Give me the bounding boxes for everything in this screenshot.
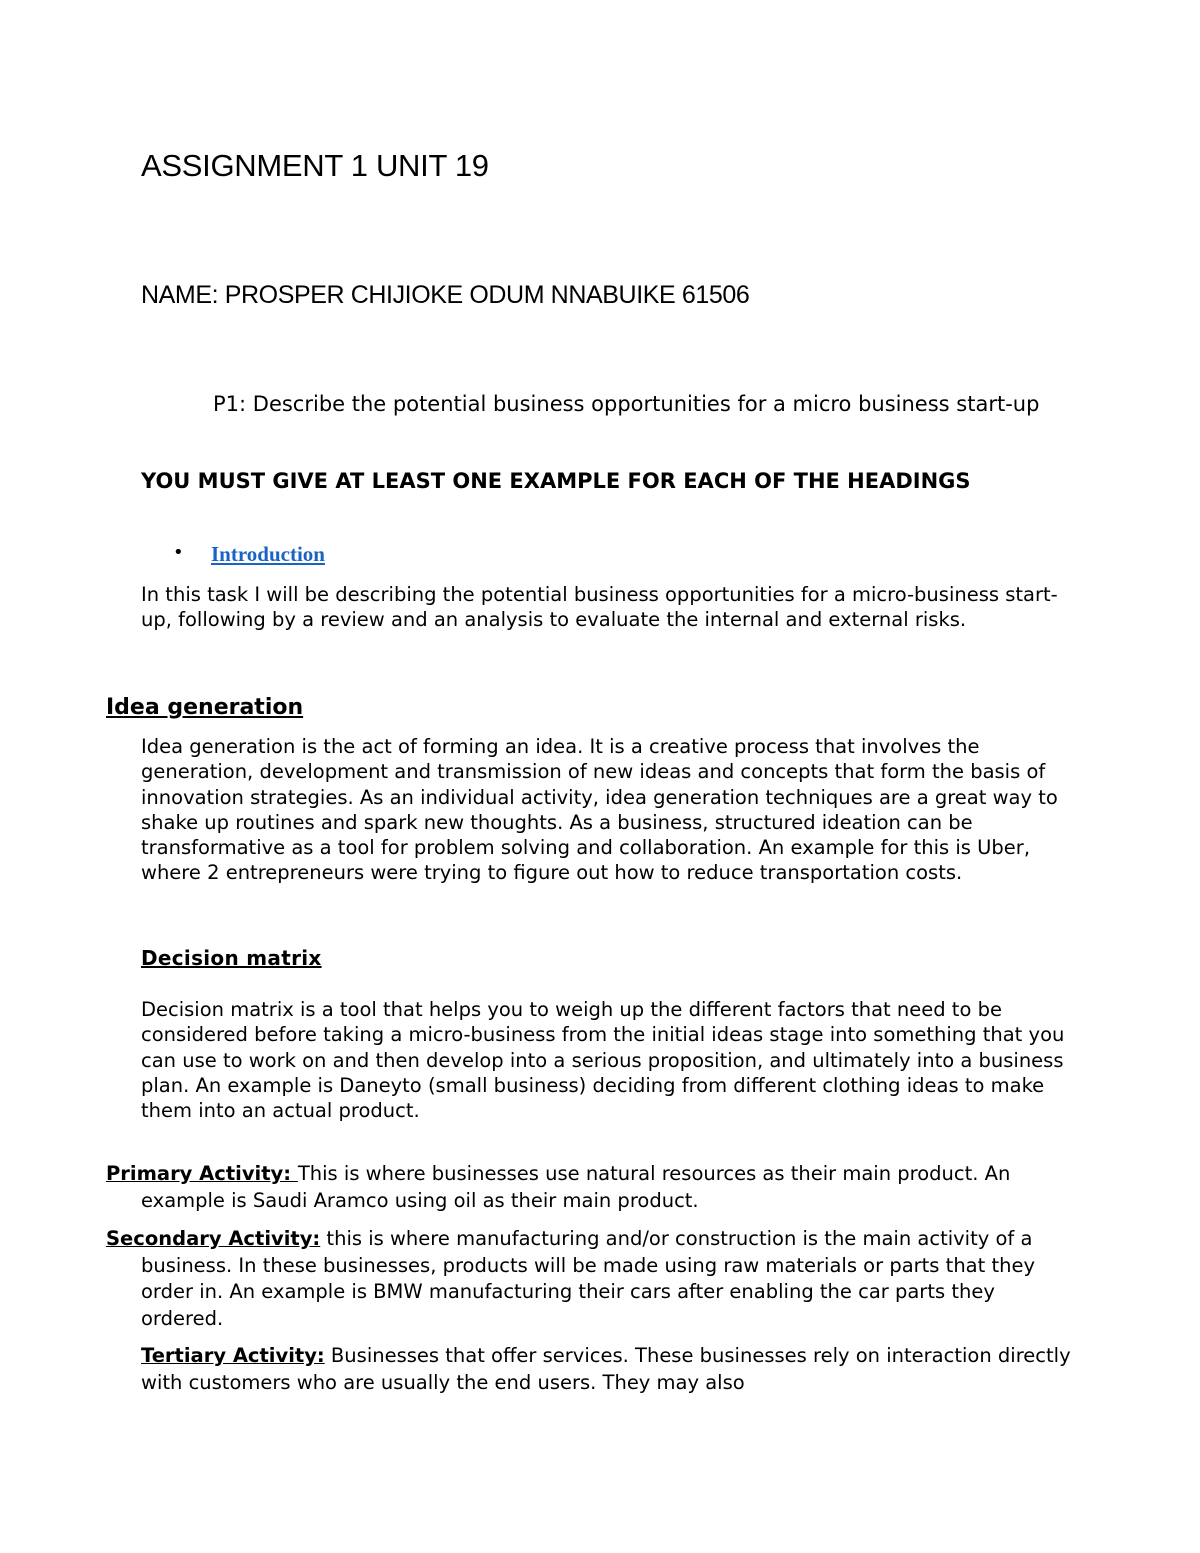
decision-matrix-paragraph: Decision matrix is a tool that helps you to weigh up the different factors that need to be considered before taking a micro-business from the initial ideas stage into something that you can use to work on and then develop into a serious proposition, and ultimately into a business plan. An example is Daneyto (small business) deciding from different clothing ideas to make them into an actual product. <box>141 998 1065 1123</box>
instruction-heading: YOU MUST GIVE AT LEAST ONE EXAMPLE FOR EACH OF THE HEADINGS <box>141 469 971 493</box>
tertiary-activity-text: Businesses that offer services. These businesses rely on interaction directly with customers who are usually the end users. They may also <box>141 1344 1071 1394</box>
tertiary-activity-label: Tertiary Activity: <box>141 1344 325 1367</box>
tertiary-activity-paragraph <box>141 1343 1081 1396</box>
document-title: ASSIGNMENT 1 UNIT 19 <box>141 148 489 183</box>
primary-activity-text: This is where businesses use natural resources as their main product. An example is Saudi Aramco using oil as their main product. <box>141 1162 1011 1212</box>
idea-generation-paragraph: Idea generation is the act of forming an idea. It is a creative process that involves the generation, development and transmission of new ideas and concepts that form the basis of innovation strategies. As an individual activity, idea generation techniques are a great way to shake up routines and spark new thoughts. As a business, structured ideation can be transformative as a tool for problem solving and collaboration. An example for this is Uber, where 2 entrepreneurs were trying to figure out how to reduce transportation costs. <box>141 735 1058 885</box>
decision-matrix-heading: Decision matrix <box>141 946 322 970</box>
student-name-line: NAME: PROSPER CHIJIOKE ODUM NNABUIKE 61506 <box>141 281 750 309</box>
secondary-activity-paragraph <box>106 1226 1081 1332</box>
introduction-link[interactable]: Introduction <box>211 542 325 566</box>
introduction-paragraph: In this task I will be describing the potential business opportunities for a micro-business start-up, following by a review and an analysis to evaluate the internal and external risks. <box>141 583 1058 632</box>
secondary-activity-label: Secondary Activity: <box>106 1227 321 1250</box>
idea-generation-heading: Idea generation <box>106 695 304 720</box>
task-p1-heading: P1: Describe the potential business opportunities for a micro business start-up <box>213 392 1040 416</box>
primary-activity-paragraph <box>106 1161 1041 1214</box>
bullet-icon: • <box>173 542 184 563</box>
primary-activity-label: Primary Activity: <box>106 1162 298 1185</box>
secondary-activity-text: this is where manufacturing and/or construction is the main activity of a business. In these businesses, products will be made using raw materials or parts that they order in. An example is BMW manufacturing their cars after enabling the car parts they ordered. <box>141 1227 1036 1330</box>
